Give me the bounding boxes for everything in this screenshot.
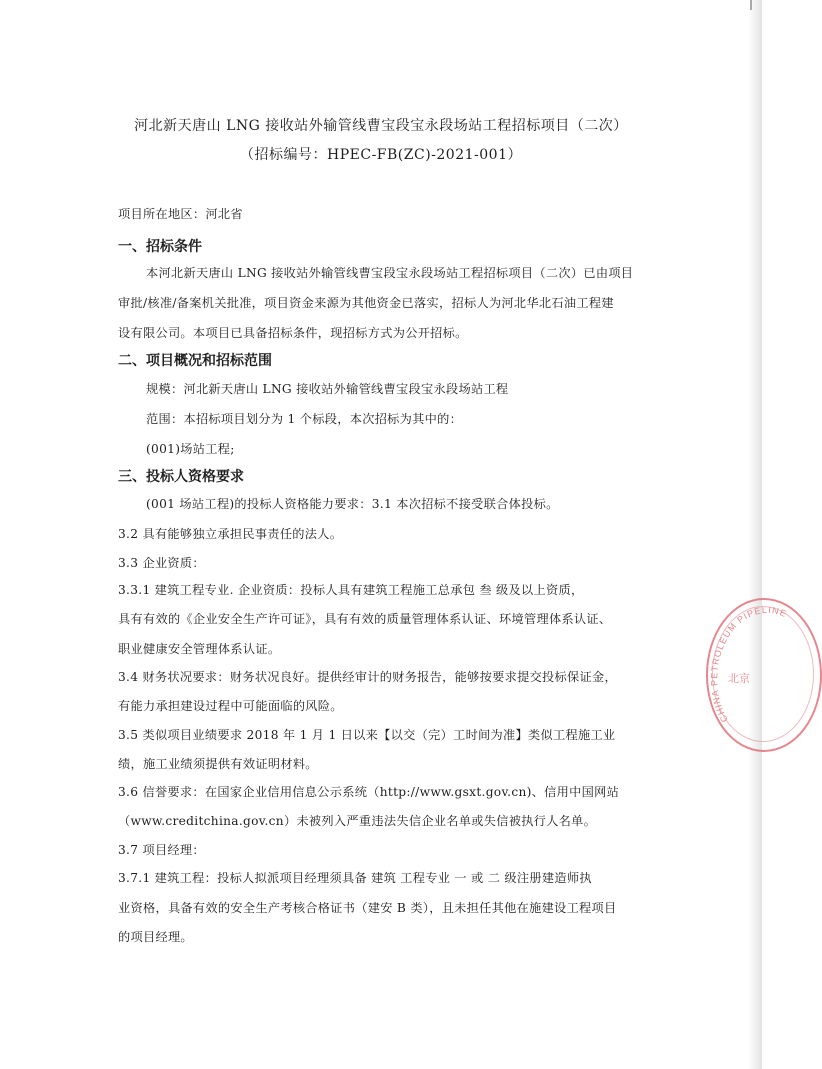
section-3-line-4: 3.3.1 建筑工程专业. 企业资质：投标人具有建筑工程施工总承包 叁 级及以上资质， (118, 583, 584, 597)
section-3-line-9: 3.5 类似项目业绩要求 2018 年 1 月 1 日以来【以交（完）工时间为准】类似工程施工业 (118, 728, 616, 742)
section-3-line-6: 职业健康安全管理体系认证。 (118, 642, 281, 656)
section-2-line-2: 范围：本招标项目划分为 1 个标段，本次招标为其中的： (146, 412, 463, 426)
section-3-line-8: 有能力承担建设过程中可能面临的风险。 (118, 699, 343, 713)
section-3-line-5: 具有有效的《企业安全生产许可证》，具有有效的质量管理体系认证、环境管理体系认证、 (118, 612, 612, 626)
section-1-line-3: 设有限公司。本项目已具备招标条件，现招标方式为公开招标。 (118, 326, 468, 340)
section-3-line-10: 绩，施工业绩须提供有效证明材料。 (118, 757, 318, 771)
scan-corner-mark (750, 0, 752, 10)
section-1-line-2: 审批/核准/备案机关批准，项目资金来源为其他资金已落实，招标人为河北华北石油工程建 (118, 296, 614, 310)
section-1-line-1: 本河北新天唐山 LNG 接收站外输管线曹宝段宝永段场站工程招标项目（二次）已由项目 (146, 266, 634, 280)
section-3-line-12: （www.creditchina.gov.cn）未被列入严重违法失信企业名单或失信被执行人名单。 (118, 814, 597, 828)
section-3-line-15: 业资格，具备有效的安全生产考核合格证书（建安 B 类），且未担任其他在施建设工程项目 (118, 901, 617, 915)
section-3-line-11: 3.6 信誉要求：在国家企业信用信息公示系统（http://www.gsxt.gov.cn)、信用中国网站 (118, 785, 620, 799)
section-3-line-7: 3.4 财务状况要求：财务状况良好。提供经审计的财务报告，能够按要求提交投标保证金， (118, 670, 617, 684)
seal-center-text: 北京 (728, 672, 750, 685)
section-2-line-3: (001)场站工程; (146, 442, 235, 456)
tender-number: （招标编号：HPEC-FB(ZC)-2021-001） (240, 147, 522, 163)
seal-ring-text: CHINA PETROLEUM PIPELINE (709, 604, 789, 724)
document-title: 河北新天唐山 LNG 接收站外输管线曹宝段宝永段场站工程招标项目（二次） (134, 118, 628, 134)
section-3-line-1: (001 场站工程)的投标人资格能力要求：3.1 本次招标不接受联合体投标。 (146, 497, 559, 511)
section-heading-1: 一、招标条件 (118, 239, 202, 255)
project-region: 项目所在地区：河北省 (118, 207, 243, 221)
section-3-line-14: 3.7.1 建筑工程：投标人拟派项目经理须具备 建筑 工程专业 一 或 二 级注册建造师执 (118, 871, 592, 885)
company-seal-inner-ring (712, 606, 814, 742)
section-3-line-16: 的项目经理。 (118, 930, 193, 944)
section-3-line-3: 3.3 企业资质： (118, 556, 205, 570)
section-heading-3: 三、投标人资格要求 (118, 469, 244, 485)
section-heading-2: 二、项目概况和招标范围 (118, 353, 272, 369)
section-2-line-1: 规模：河北新天唐山 LNG 接收站外输管线曹宝段宝永段场站工程 (146, 382, 509, 396)
section-3-line-13: 3.7 项目经理： (118, 843, 205, 857)
section-3-line-2: 3.2 具有能够独立承担民事责任的法人。 (118, 527, 343, 541)
